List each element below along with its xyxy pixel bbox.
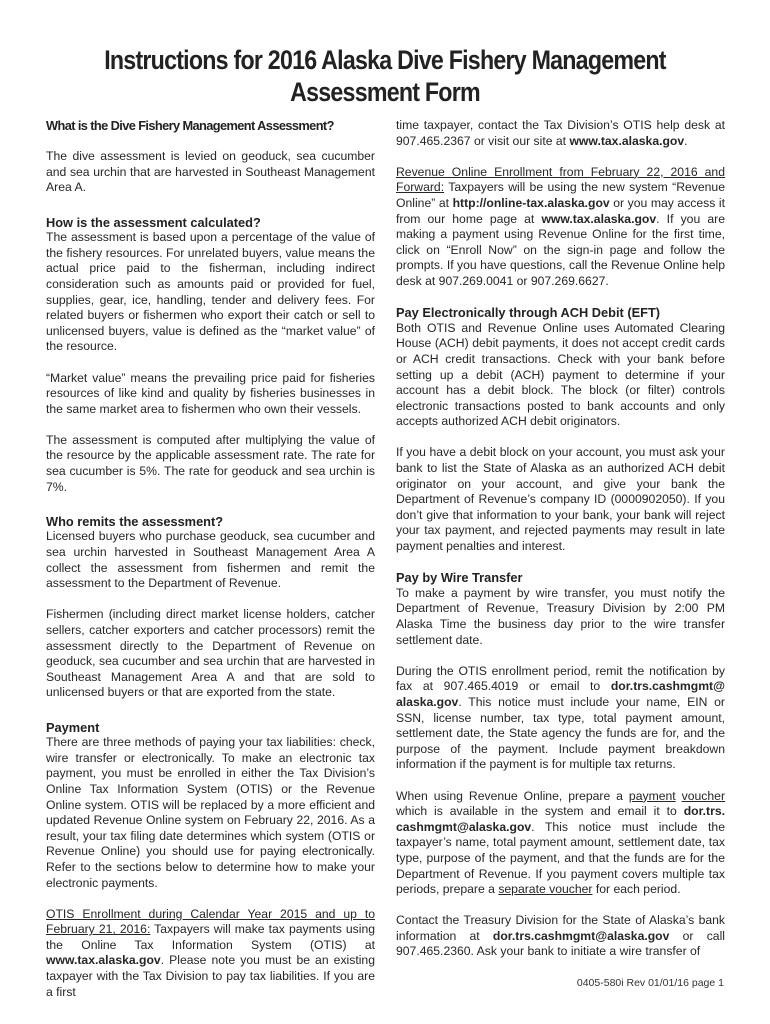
wire-p3-text-4: for each period.: [592, 882, 681, 897]
cashmgmt-email-link[interactable]: dor.trs.cashmgmt@ alaska.gov: [396, 679, 725, 709]
what-paragraph: The dive assessment is levied on geoduck, sea cucumber and sea urchin that are harvested in Southeast Management Area A.: [46, 149, 375, 195]
section-heading-wire: Pay by Wire Transfer: [396, 570, 523, 586]
ach-paragraph-1: Both OTIS and Revenue Online uses Automated Clearing House (ACH) debit payments, it does not accept credit cards or ACH credit transactions. Check with your bank before setting up a debit (ACH) payment to determine if your account has a debit block. The block (or filter) controls electronic transactions posted to bank accounts and only accepts authorized ACH debit originators.: [396, 320, 725, 429]
tax-site-link[interactable]: www.tax.alaska.gov: [46, 953, 161, 968]
wire-p3-text-3: . This notice must include the taxpayer’s name, total payment amount, settlement date, tax type, purpose of the payment, and that the funds are for the Department of Revenue. If you payment covers multiple tax periods, prepare a: [396, 819, 725, 897]
wire-paragraph-1: To make a payment by wire transfer, you must notify the Department of Revenue, Treasury Division by 2:00 PM Alaska Time the business day prior to the wire transfer settlement date.: [396, 585, 725, 647]
section-heading-payment: Payment: [46, 719, 100, 735]
section-heading-who: Who remits the assessment?: [46, 513, 224, 529]
how-paragraph-3: The assessment is computed after multiplying the value of the resource by the applicable assessment rate. The rate for sea cucumber is 5%. The rate for geoduck and sea urchin is 7%.: [46, 432, 375, 494]
otis-text-cont: . Please note you must be an existing taxpayer with the Tax Division to pay tax liabilities. If you are a first: [46, 953, 375, 999]
otis-text: Taxpayers will make tax payments using the Online Tax Information System (OTIS) at: [46, 922, 375, 952]
separate-voucher-underline: separate voucher: [498, 882, 593, 897]
wire-paragraph-2: [396, 664, 725, 773]
who-paragraph-1: Licensed buyers who purchase geoduck, sea cucumber and sea urchin harvested in Southeast Management Area A collect the assessment from fishermen and remit the assessment to the Department of Revenue.: [46, 529, 375, 591]
who-paragraph-2: Fishermen (including direct market license holders, catcher sellers, catcher exporters and catcher processors) remit the assessment directly to the Department of Revenue on geoduck, sea cucumber and sea urchin that are harvested in Southeast Management Area A and that are sold to unlicensed buyers or that are exported from the state.: [46, 607, 375, 700]
cashmgmt-email-link[interactable]: dor.trs. cashmgmt@alaska.gov: [396, 804, 725, 834]
how-paragraph-2: “Market value” means the prevailing price paid for fisheries resources of like kind and quality by fisheries businesses in the same market area to fishermen who own their vessels.: [46, 370, 375, 416]
section-heading-how: How is the assessment calculated?: [46, 214, 261, 230]
ro-text-2: or you may access it from our home page at: [396, 195, 725, 226]
wire-p2-text-2: . This notice must include your name, EIN or SSN, license number, tax type, total payment amount, settlement date, the State agency the funds are for, and the purpose of the payment. Include payment breakdown information if the payment is for multiple tax returns.: [396, 694, 725, 772]
ro-text-3: . If you are making a payment using Revenue Online for the first time, click on “Enroll Now” on the sign-in page and follow the prompts. If you have questions, call the Revenue Online help desk at 907.269.0041 or 907.269.6627.: [396, 211, 725, 288]
tax-site-link[interactable]: www.tax.alaska.gov: [541, 211, 657, 226]
otis-cont-text: time taxpayer, contact the Tax Division’s OTIS help desk at 907.465.2367 or visit our site at: [396, 118, 725, 148]
online-tax-link[interactable]: http://online-tax.alaska.gov: [452, 195, 610, 210]
ach-paragraph-2: If you have a debit block on your account, you must ask your bank to list the State of Alaska as an authorized ACH debit originator on your account, and give your bank the Department of Revenue’s company ID (0000902050). If you don’t give that information to your bank, your bank will reject your tax payment, and rejected payments may result in late payment penalties and interest.: [396, 445, 725, 554]
section-heading-ach: Pay Electronically through ACH Debit (EFT): [396, 305, 661, 321]
cashmgmt-email-link[interactable]: dor.trs.cashmgmt@alaska.gov: [492, 928, 670, 943]
title-line-1: Instructions for 2016 Alaska Dive Fishery Management: [104, 45, 666, 75]
right-column: [396, 118, 725, 976]
payment-paragraph-1: There are three methods of paying your tax liabilities: check, wire transfer or electronically. To make an electronic tax payment, you must be enrolled in either the Tax Division’s Online Tax Information System (OTIS) or the Revenue Online system. OTIS will be replaced by a more efficient and updated Revenue Online system on February 22, 2016. As a result, your tax filing date determines which system (OTIS or Revenue Online) you should use for paying electronically. Refer to the sections below to determine how to make your electronic payments.: [46, 735, 375, 890]
otis-cont-end: .: [684, 133, 688, 148]
otis-enrollment-paragraph: [46, 907, 375, 1001]
wire-paragraph-4: [396, 913, 725, 960]
otis-enrollment-label: OTIS Enrollment during Calendar Year 2015 and up to February 21, 2016:: [46, 906, 375, 937]
wire-p3-text-2: which is available in the system and email it to: [396, 804, 684, 819]
left-column: [46, 118, 375, 1016]
voucher-underline: voucher: [681, 788, 725, 803]
wire-p2-text: During the OTIS enrollment period, remit the notification by fax at 907.465.4019 or email to: [396, 663, 725, 694]
wire-p4-text-2: or call 907.465.2360. Ask your bank to initiate a wire transfer of: [396, 928, 725, 959]
title-line-2: Assessment Form: [290, 77, 480, 107]
revenue-online-paragraph: [396, 165, 725, 290]
section-heading-what: What is the Dive Fishery Management Assessment?: [46, 118, 334, 133]
ro-text: Taxpayers will be using the new system “Revenue Online” at: [396, 180, 725, 210]
otis-continued-paragraph: [396, 118, 725, 149]
revenue-online-label: Revenue Online Enrollment from February 22, 2016 and Forward:: [396, 164, 725, 195]
wire-p4-text: Contact the Treasury Division for the State of Alaska’s bank information at: [396, 913, 725, 943]
wire-paragraph-3: [396, 789, 725, 898]
page-title: [80, 44, 691, 108]
page-footer: 0405-580i Rev 01/01/16 page 1: [576, 977, 724, 989]
wire-p3-text: When using Revenue Online, prepare a: [396, 788, 629, 803]
tax-site-link[interactable]: www.tax.alaska.gov: [569, 133, 685, 148]
how-paragraph-1: The assessment is based upon a percentage of the value of the fishery resources. For unrelated buyers, value means the actual price paid to the fisherman, including indirect consideration such as amounts paid or provided for fuel, supplies, gear, ice, handling, tender and delivery fees. For related buyers or fishermen who export their catch or sell to unlicensed buyers, value is defined as the “market value” of the resource.: [46, 230, 375, 354]
payment-underline: payment: [628, 788, 676, 803]
